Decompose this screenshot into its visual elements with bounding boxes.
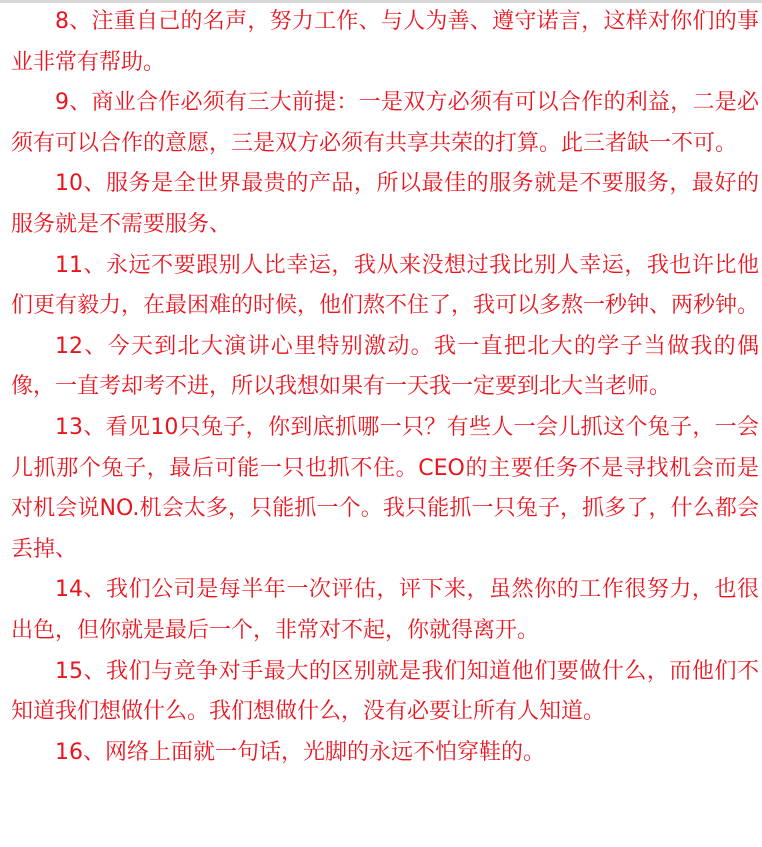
quote-item-11: 11、永远不要跟别人比幸运，我从来没想过我比别人幸运，我也许比他们更有毅力，在最困难的时候，他们熬不住了，我可以多熬一秒钟、两秒钟。	[11, 252, 760, 319]
quote-item-10: 10、服务是全世界最贵的产品，所以最佳的服务就是不要服务，最好的服务就是不需要服务、	[11, 171, 759, 237]
quote-item-15: 15、我们与竞争对手最大的区别就是我们知道他们要做什么，而他们不知道我们想做什么。我们想做什么，没有必要让所有人知道。	[11, 658, 759, 725]
quote-item-16: 16、网络上面就一句话，光脚的永远不怕穿鞋的。	[55, 739, 545, 765]
quote-item-12: 12、今天到北大演讲心里特别激动。我一直把北大的学子当做我的偶像，一直考却考不进，所以我想如果有一天我一定要到北大当老师。	[11, 333, 759, 400]
quote-item-8: 8、注重自己的名声，努力工作、与人为善、遵守诺言，这样对你们的事业非常有帮助。	[11, 9, 759, 75]
quote-item-13: 13、看见10只兔子，你到底抓哪一只？有些人一会儿抓这个兔子，一会儿抓那个兔子，最后可能一只也抓不住。CEO的主要任务不是寻找机会而是对机会说NO.机会太多，只能抓一个。我只能抓一只兔子，抓多了，什么都会丢掉、	[11, 414, 759, 562]
quote-item-9: 9、商业合作必须有三大前提：一是双方必须有可以合作的利益，二是必须有可以合作的意愿，三是双方必须有共享共荣的打算。此三者缺一不可。	[11, 90, 759, 156]
quote-list	[11, 2, 759, 773]
quote-item-14: 14、我们公司是每半年一次评估，评下来，虽然你的工作很努力，也很出色，但你就是最后一个，非常对不起，你就得离开。	[11, 577, 759, 643]
